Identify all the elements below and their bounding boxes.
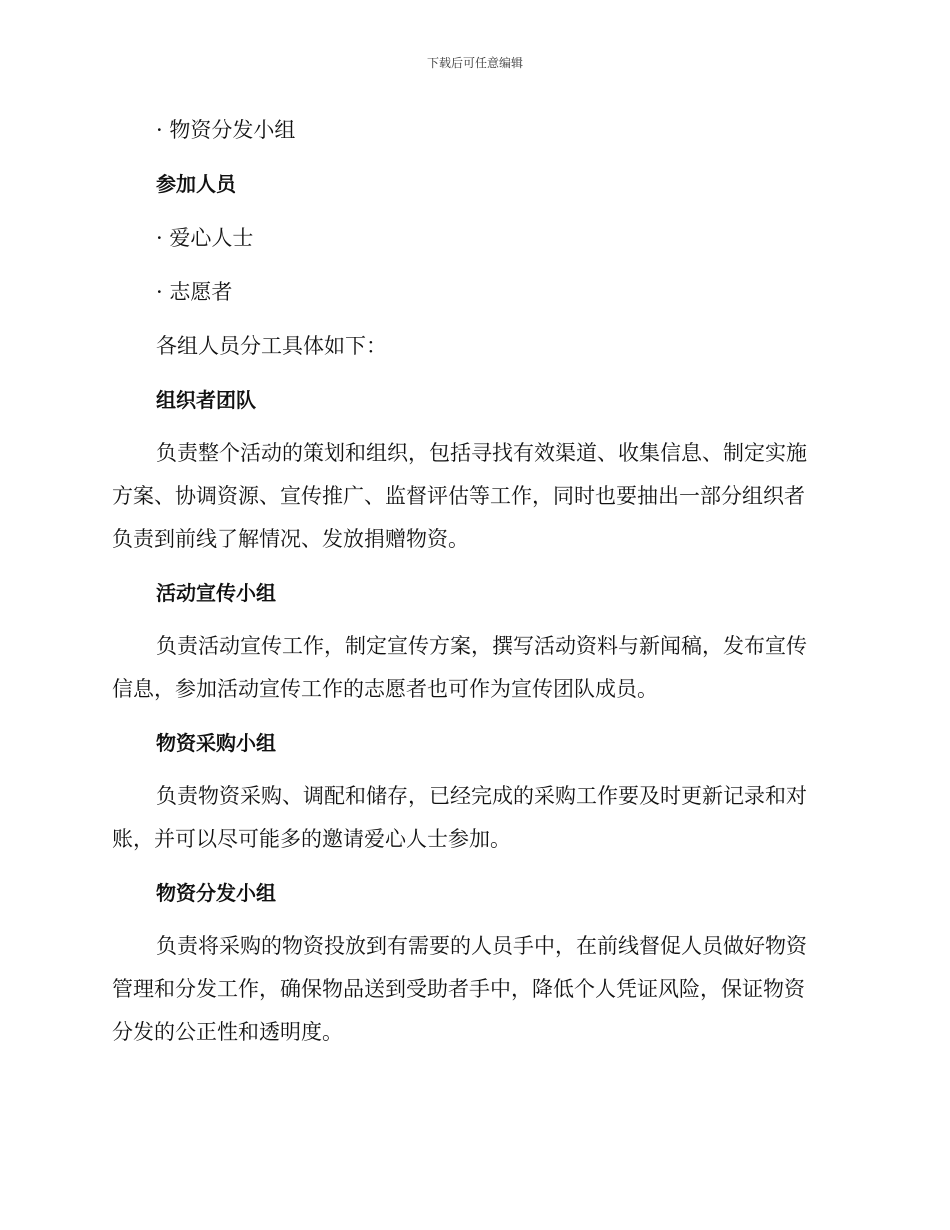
section-paragraph <box>112 925 832 1054</box>
paragraph-line: 分发的公正性和透明度。 <box>112 1020 343 1044</box>
section-heading: 组织者团队 <box>156 388 256 412</box>
paragraph-line: 管理和分发工作，确保物品送到受助者手中，降低个人凭证风险，保证物资 <box>112 977 805 1001</box>
document-body <box>112 108 832 1064</box>
bullet-item: · 志愿者 <box>156 280 233 304</box>
page-header: 下载后可任意编辑 <box>426 56 523 70</box>
paragraph-line: 信息，参加活动宣传工作的志愿者也可作为宣传团队成员。 <box>112 677 658 701</box>
section-heading-participants: 参加人员 <box>156 172 236 196</box>
paragraph-line: 负责整个活动的策划和组织，包括寻找有效渠道、收集信息、制定实施 <box>156 441 807 465</box>
section-paragraph <box>112 625 832 711</box>
paragraph-line: 账，并可以尽可能多的邀请爱心人士参加。 <box>112 827 511 851</box>
bullet-item: · 爱心人士 <box>156 226 254 250</box>
paragraph-line: 负责活动宣传工作，制定宣传方案，撰写活动资料与新闻稿，发布宣传 <box>156 634 807 658</box>
section-paragraph <box>112 775 832 861</box>
section-paragraph <box>112 432 832 561</box>
bullet-item: · 物资分发小组 <box>156 118 296 142</box>
intro-text: 各组人员分工具体如下： <box>156 334 387 358</box>
section-heading: 物资采购小组 <box>156 731 276 755</box>
paragraph-line: 方案、协调资源、宣传推广、监督评估等工作，同时也要抽出一部分组织者 <box>112 484 805 508</box>
section-heading: 物资分发小组 <box>156 881 276 905</box>
section-heading: 活动宣传小组 <box>156 581 276 605</box>
paragraph-line: 负责物资采购、调配和储存，已经完成的采购工作要及时更新记录和对 <box>156 784 807 808</box>
paragraph-line: 负责到前线了解情况、发放捐赠物资。 <box>112 527 469 551</box>
paragraph-line: 负责将采购的物资投放到有需要的人员手中，在前线督促人员做好物资 <box>156 934 807 958</box>
